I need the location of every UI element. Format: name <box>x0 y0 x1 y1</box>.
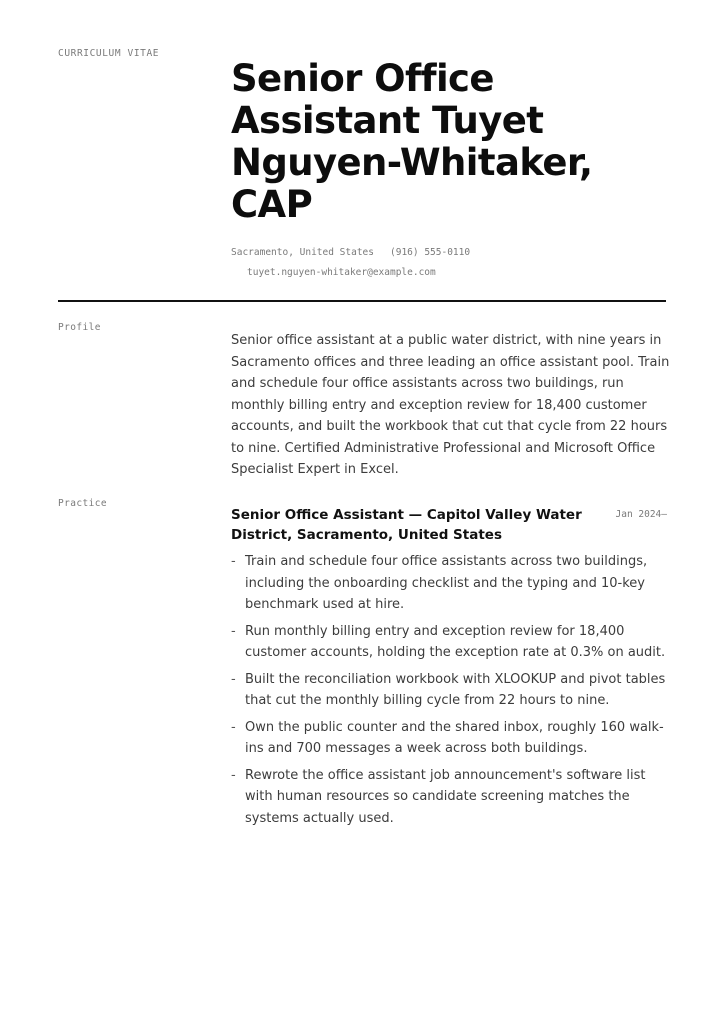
bullet-text: Own the public counter and the shared inbox, roughly 160 walk-ins and 700 messages a week across both buildings. <box>245 719 664 756</box>
bullet-dash: - <box>231 719 236 735</box>
bullet-dash: - <box>231 767 236 783</box>
resume-name-title: Senior Office Assistant Tuyet Nguyen-Whitaker, CAP <box>231 57 593 226</box>
bullet-text: Built the reconciliation workbook with XLOOKUP and pivot tables that cut the monthly billing cycle from 22 hours to nine. <box>245 671 666 708</box>
bullet-dash: - <box>231 671 236 687</box>
job-bullet-list <box>231 551 667 834</box>
bullet-text: Rewrote the office assistant job announcement's software list with human resources so candidate screening matches the systems actually used. <box>245 767 646 826</box>
contact-location: Sacramento, United States <box>231 247 374 258</box>
job-title: Senior Office Assistant — Capitol Valley Water District, Sacramento, United States <box>231 507 582 543</box>
bullet-text: Train and schedule four office assistants across two buildings, including the onboarding checklist and the typing and 10-key benchmark used at hire. <box>245 554 648 612</box>
practice-section-label: Practice <box>58 498 107 509</box>
list-item <box>231 669 667 712</box>
job-entry-header <box>231 505 667 545</box>
bullet-text: Run monthly billing entry and exception review for 18,400 customer accounts, holding the exception rate at 0.3% on audit. <box>245 623 666 660</box>
list-item <box>231 551 667 616</box>
bullet-dash: - <box>231 623 236 639</box>
contact-info <box>231 243 671 283</box>
list-item <box>231 717 667 760</box>
contact-phone: (916) 555-0110 <box>390 247 471 258</box>
profile-summary: Senior office assistant at a public water district, with nine years in Sacramento offices and three leading an office assistant pool. Train and schedule four office assistants across two buildings, run monthly billing entry and exception review for 18,400 customer accounts, and built the workbook that cut that cycle from 22 hours to nine. Certified Administrative Professional and Microsoft Office Specialist Expert in Excel. <box>231 333 670 477</box>
list-item <box>231 765 667 830</box>
document-eyebrow: CURRICULUM VITAE <box>58 48 160 59</box>
contact-email: tuyet.nguyen-whitaker@example.com <box>247 267 436 278</box>
header-divider <box>58 300 666 302</box>
profile-section-label: Profile <box>58 322 101 333</box>
job-date: Jan 2024– <box>615 509 667 520</box>
list-item <box>231 621 667 664</box>
bullet-dash: - <box>231 554 236 569</box>
